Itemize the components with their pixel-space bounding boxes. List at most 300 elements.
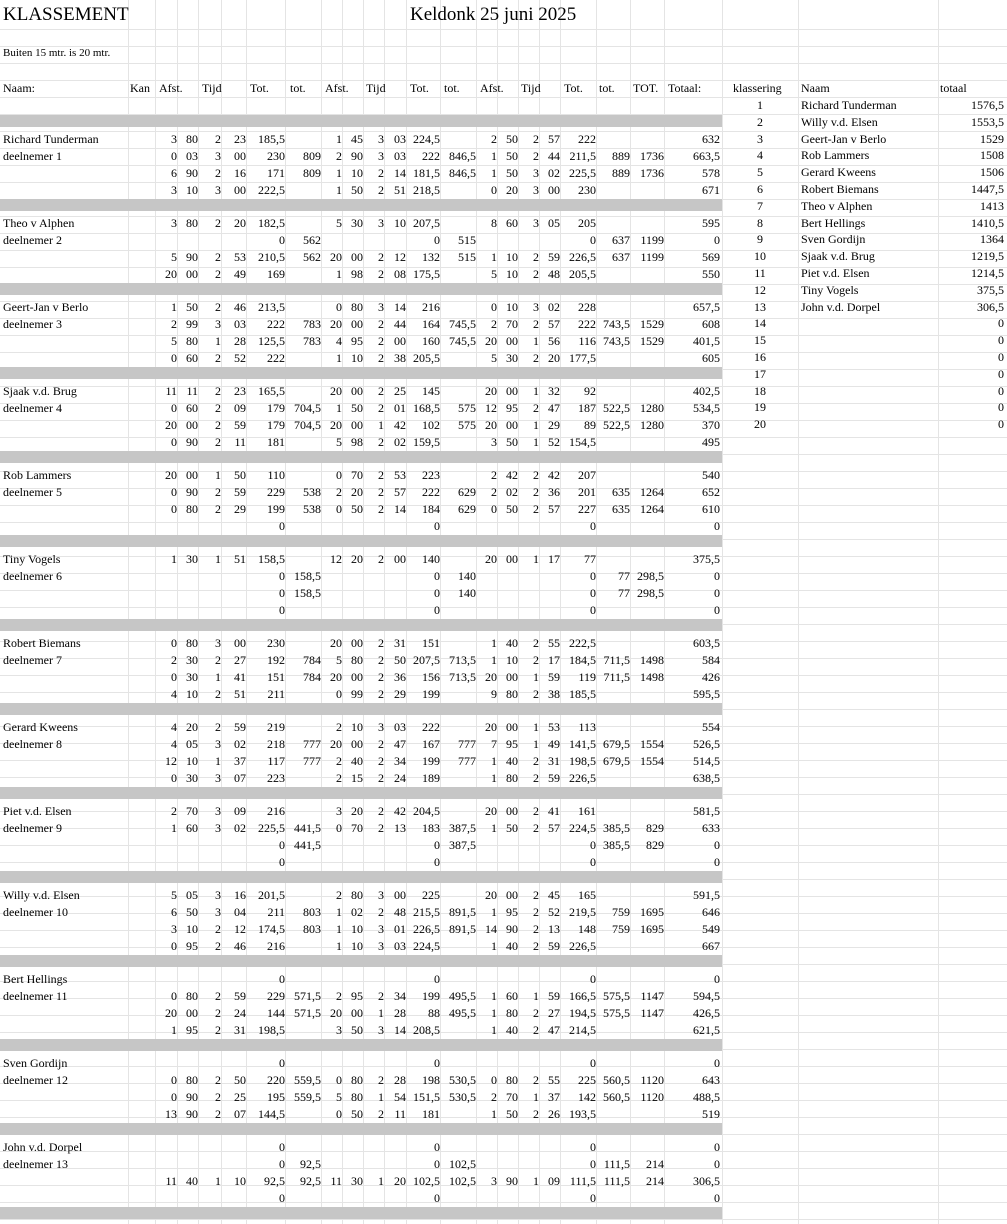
score-cell: 2 — [533, 250, 539, 264]
score-cell: 110 — [267, 468, 285, 482]
score-cell: 70 — [351, 821, 363, 835]
score-cell: 09 — [548, 1174, 560, 1188]
score-cell: 20 — [330, 317, 342, 331]
score-cell: 2 — [378, 552, 384, 566]
score-cell: 1264 — [640, 485, 664, 499]
score-cell: 3 — [215, 183, 221, 197]
score-cell: 90 — [351, 149, 363, 163]
score-cell: 515 — [458, 233, 476, 247]
score-cell: 0 — [491, 1073, 497, 1087]
participant-name: Rob Lammers — [3, 468, 72, 482]
column-header: Afst. — [480, 81, 504, 95]
score-cell: 6 — [171, 905, 177, 919]
score-cell: 581,5 — [693, 804, 720, 818]
score-cell: 27 — [548, 1006, 560, 1020]
score-cell: 0 — [171, 435, 177, 449]
score-cell: 198 — [422, 1073, 440, 1087]
score-cell: 2 — [215, 250, 221, 264]
score-cell: 10 — [186, 922, 198, 936]
ranking-name: Bert Hellings — [801, 215, 866, 230]
score-cell: 00 — [351, 737, 363, 751]
score-cell: 00 — [506, 384, 518, 398]
score-cell: 0 — [434, 603, 440, 617]
score-cell: 90 — [186, 166, 198, 180]
score-cell: 743,5 — [603, 334, 630, 348]
score-cell: 12 — [485, 401, 497, 415]
score-cell: 167 — [422, 737, 440, 751]
score-cell: 2 — [533, 468, 539, 482]
score-cell: 1 — [491, 636, 497, 650]
score-cell: 2 — [378, 804, 384, 818]
score-cell: 154,5 — [569, 435, 596, 449]
column-header: Tot. — [410, 81, 429, 95]
score-cell: 99 — [186, 317, 198, 331]
score-cell: 0 — [336, 687, 342, 701]
score-cell: 1 — [336, 267, 342, 281]
score-cell: 1529 — [640, 334, 664, 348]
score-cell: 550 — [702, 267, 720, 281]
score-cell: 201,5 — [258, 888, 285, 902]
ranking-name: Geert-Jan v Berlo — [801, 131, 887, 146]
score-cell: 222 — [422, 720, 440, 734]
score-cell: 1 — [171, 552, 177, 566]
score-cell: 0 — [434, 838, 440, 852]
score-cell: 20 — [186, 720, 198, 734]
ranking-name: Sjaak v.d. Brug — [801, 249, 875, 264]
score-cell: 07 — [234, 771, 246, 785]
score-cell: 116 — [578, 334, 596, 348]
score-cell: 0 — [279, 838, 285, 852]
participant-name: Geert-Jan v Berlo — [3, 300, 89, 314]
ranking-total: 0 — [998, 366, 1004, 381]
score-cell: 213,5 — [258, 300, 285, 314]
score-cell: 10 — [351, 939, 363, 953]
participant-name: deelnemer 13 — [3, 1157, 68, 1171]
score-cell: 50 — [351, 502, 363, 516]
score-cell: 2 — [336, 485, 342, 499]
score-cell: 51 — [234, 687, 246, 701]
score-cell: 0 — [336, 300, 342, 314]
score-cell: 10 — [186, 754, 198, 768]
score-cell: 20 — [330, 636, 342, 650]
score-cell: 31 — [548, 754, 560, 768]
score-cell: 142 — [578, 1090, 596, 1104]
score-cell: 57 — [548, 821, 560, 835]
score-cell: 141,5 — [569, 737, 596, 751]
score-cell: 80 — [506, 1006, 518, 1020]
score-cell: 1 — [378, 1090, 384, 1104]
score-cell: 2 — [533, 1023, 539, 1037]
score-cell: 2 — [215, 502, 221, 516]
score-cell: 181 — [422, 1107, 440, 1121]
ranking-total: 1447,5 — [971, 182, 1004, 196]
score-cell: 80 — [186, 636, 198, 650]
ranking-total: 1219,5 — [971, 249, 1004, 264]
participant-name: John v.d. Dorpel — [3, 1140, 83, 1154]
score-cell: 637 — [612, 233, 630, 247]
score-cell: 0 — [279, 1191, 285, 1205]
participant-name: deelnemer 10 — [3, 905, 68, 919]
ranking-total: 0 — [998, 350, 1004, 364]
score-cell: 20 — [485, 384, 497, 398]
score-cell: 2 — [491, 132, 497, 146]
column-gridline — [722, 0, 723, 1224]
score-cell: 0 — [590, 569, 596, 583]
score-cell: 0 — [279, 855, 285, 869]
participant-name: deelnemer 5 — [3, 485, 62, 499]
score-cell: 60 — [506, 989, 518, 1003]
score-cell: 228 — [578, 300, 596, 314]
score-cell: 846,5 — [449, 149, 476, 163]
score-cell: 55 — [548, 1073, 560, 1087]
score-cell: 1 — [215, 334, 221, 348]
score-cell: 488,5 — [693, 1090, 720, 1104]
score-cell: 193,5 — [569, 1107, 596, 1121]
score-cell: 20 — [351, 804, 363, 818]
score-cell: 40 — [506, 1023, 518, 1037]
score-cell: 60 — [186, 351, 198, 365]
score-cell: 00 — [506, 720, 518, 734]
column-header: tot. — [599, 81, 615, 95]
score-cell: 2 — [215, 351, 221, 365]
score-cell: 95 — [186, 1023, 198, 1037]
score-cell: 2 — [533, 821, 539, 835]
score-cell: 1 — [336, 905, 342, 919]
score-cell: 20 — [330, 250, 342, 264]
score-cell: 218,5 — [413, 183, 440, 197]
score-cell: 0 — [590, 603, 596, 617]
score-cell: 711,5 — [603, 670, 630, 684]
score-cell: 3 — [215, 771, 221, 785]
score-cell: 02 — [234, 737, 246, 751]
score-cell: 2 — [378, 267, 384, 281]
score-cell: 90 — [506, 922, 518, 936]
score-cell: 0 — [279, 1157, 285, 1171]
score-cell: 20 — [234, 216, 246, 230]
participant-name: Tiny Vogels — [3, 552, 61, 566]
row-gridline — [0, 607, 1007, 608]
score-cell: 595,5 — [693, 687, 720, 701]
score-cell: 00 — [234, 636, 246, 650]
score-cell: 1 — [491, 821, 497, 835]
score-cell: 160 — [422, 334, 440, 348]
score-cell: 578 — [702, 166, 720, 180]
score-cell: 00 — [234, 149, 246, 163]
score-cell: 1 — [491, 653, 497, 667]
score-cell: 51 — [394, 183, 406, 197]
score-cell: 2 — [378, 468, 384, 482]
score-cell: 3 — [336, 804, 342, 818]
score-cell: 1 — [215, 754, 221, 768]
score-cell: 1 — [491, 1107, 497, 1121]
score-cell: 80 — [506, 771, 518, 785]
score-cell: 1280 — [640, 418, 664, 432]
score-cell: 8 — [491, 216, 497, 230]
score-cell: 50 — [186, 300, 198, 314]
score-cell: 1 — [491, 754, 497, 768]
ranking-name: Richard Tunderman — [801, 98, 897, 112]
score-cell: 192 — [267, 653, 285, 667]
group-separator — [0, 1123, 722, 1135]
participant-name: Richard Tunderman — [3, 132, 99, 146]
score-cell: 2 — [533, 401, 539, 415]
score-cell: 603,5 — [693, 636, 720, 650]
score-cell: 5 — [171, 334, 177, 348]
score-cell: 1199 — [640, 250, 664, 264]
score-cell: 519 — [702, 1107, 720, 1121]
score-cell: 1 — [533, 1090, 539, 1104]
score-cell: 80 — [186, 132, 198, 146]
score-cell: 183 — [422, 821, 440, 835]
score-cell: 34 — [394, 754, 406, 768]
score-cell: 1 — [378, 1174, 384, 1188]
score-cell: 03 — [394, 149, 406, 163]
score-cell: 215,5 — [413, 905, 440, 919]
score-cell: 2 — [215, 653, 221, 667]
column-header: Tot. — [250, 81, 269, 95]
score-cell: 214,5 — [569, 1023, 596, 1037]
score-cell: 575,5 — [603, 989, 630, 1003]
score-cell: 31 — [394, 636, 406, 650]
group-separator — [0, 367, 722, 379]
score-cell: 4 — [171, 720, 177, 734]
score-cell: 98 — [351, 435, 363, 449]
ranking-name: Rob Lammers — [801, 148, 870, 163]
score-cell: 00 — [351, 250, 363, 264]
score-cell: 223 — [422, 468, 440, 482]
score-cell: 210,5 — [258, 250, 285, 264]
score-cell: 608 — [702, 317, 720, 331]
column-gridline — [938, 0, 939, 1224]
score-cell: 0 — [434, 233, 440, 247]
score-cell: 00 — [506, 552, 518, 566]
score-cell: 77 — [618, 586, 630, 600]
score-cell: 3 — [215, 804, 221, 818]
score-cell: 14 — [394, 502, 406, 516]
score-cell: 2 — [215, 1090, 221, 1104]
score-cell: 2 — [215, 435, 221, 449]
score-cell: 102,5 — [413, 1174, 440, 1188]
score-cell: 784 — [303, 653, 321, 667]
ranking-name: John v.d. Dorpel — [801, 299, 881, 314]
score-cell: 1 — [533, 384, 539, 398]
score-cell: 70 — [186, 804, 198, 818]
score-cell: 16 — [234, 166, 246, 180]
score-cell: 02 — [548, 166, 560, 180]
ranking-header: totaal — [940, 81, 967, 95]
score-cell: 530,5 — [449, 1073, 476, 1087]
ranking-position: 18 — [754, 383, 766, 398]
score-cell: 2 — [215, 939, 221, 953]
group-separator — [0, 451, 722, 463]
score-cell: 2 — [215, 922, 221, 936]
score-cell: 219,5 — [569, 905, 596, 919]
score-cell: 10 — [186, 183, 198, 197]
score-cell: 151 — [422, 636, 440, 650]
score-cell: 60 — [186, 821, 198, 835]
score-cell: 1264 — [640, 502, 664, 516]
score-cell: 777 — [458, 737, 476, 751]
score-cell: 2 — [378, 250, 384, 264]
score-cell: 77 — [584, 552, 596, 566]
score-cell: 2 — [533, 1006, 539, 1020]
score-cell: 1498 — [640, 670, 664, 684]
score-cell: 784 — [303, 670, 321, 684]
score-cell: 132 — [422, 250, 440, 264]
score-cell: 540 — [702, 468, 720, 482]
score-cell: 57 — [548, 502, 560, 516]
score-cell: 224,5 — [413, 939, 440, 953]
score-cell: 679,5 — [603, 737, 630, 751]
score-cell: 216 — [422, 300, 440, 314]
score-cell: 20 — [165, 1006, 177, 1020]
score-cell: 181,5 — [413, 166, 440, 180]
row-gridline — [0, 981, 1007, 982]
score-cell: 495,5 — [449, 1006, 476, 1020]
score-cell: 161 — [578, 804, 596, 818]
score-cell: 57 — [548, 132, 560, 146]
score-cell: 199 — [422, 989, 440, 1003]
score-cell: 88 — [428, 1006, 440, 1020]
score-cell: 50 — [351, 1107, 363, 1121]
score-cell: 1 — [215, 552, 221, 566]
score-cell: 2 — [533, 687, 539, 701]
group-separator — [0, 787, 722, 799]
score-cell: 495 — [702, 435, 720, 449]
score-cell: 226,5 — [569, 939, 596, 953]
score-cell: 0 — [171, 401, 177, 415]
ranking-name: Sven Gordijn — [801, 232, 866, 247]
score-cell: 2 — [215, 1073, 221, 1087]
score-cell: 3 — [378, 216, 384, 230]
score-cell: 144 — [267, 1006, 285, 1020]
score-cell: 50 — [506, 502, 518, 516]
score-cell: 2 — [491, 468, 497, 482]
score-cell: 2 — [378, 351, 384, 365]
score-cell: 223 — [267, 771, 285, 785]
score-cell: 00 — [351, 1006, 363, 1020]
score-cell: 560,5 — [603, 1090, 630, 1104]
score-cell: 3 — [171, 183, 177, 197]
score-cell: 95 — [351, 989, 363, 1003]
score-cell: 214 — [646, 1157, 664, 1171]
score-cell: 667 — [702, 939, 720, 953]
score-cell: 2 — [378, 317, 384, 331]
participant-name: Sjaak v.d. Brug — [3, 384, 77, 398]
score-cell: 00 — [351, 418, 363, 432]
score-cell: 00 — [506, 418, 518, 432]
score-cell: 03 — [186, 149, 198, 163]
score-cell: 90 — [186, 1090, 198, 1104]
score-cell: 0 — [171, 939, 177, 953]
sheet-title: KLASSEMENT — [3, 4, 129, 25]
score-cell: 218 — [267, 737, 285, 751]
score-cell: 77 — [618, 569, 630, 583]
score-cell: 2 — [215, 485, 221, 499]
score-cell: 03 — [394, 720, 406, 734]
score-cell: 713,5 — [449, 653, 476, 667]
score-cell: 1 — [171, 821, 177, 835]
participant-name: deelnemer 7 — [3, 653, 62, 667]
ranking-total: 0 — [998, 316, 1004, 331]
ranking-position: 15 — [754, 333, 766, 348]
score-cell: 11 — [394, 1107, 406, 1121]
score-cell: 49 — [234, 267, 246, 281]
score-cell: 00 — [186, 468, 198, 482]
score-cell: 230 — [267, 149, 285, 163]
score-cell: 211 — [267, 687, 285, 701]
score-cell: 90 — [186, 250, 198, 264]
score-cell: 2 — [533, 939, 539, 953]
score-cell: 52 — [234, 351, 246, 365]
score-cell: 759 — [612, 922, 630, 936]
score-cell: 571,5 — [294, 1006, 321, 1020]
score-cell: 205 — [578, 216, 596, 230]
score-cell: 1 — [491, 939, 497, 953]
score-cell: 194,5 — [569, 1006, 596, 1020]
score-cell: 2 — [533, 1073, 539, 1087]
score-cell: 199 — [267, 502, 285, 516]
score-cell: 10 — [506, 300, 518, 314]
score-cell: 1695 — [640, 905, 664, 919]
score-cell: 829 — [646, 821, 664, 835]
score-cell: 1 — [336, 132, 342, 146]
score-cell: 1 — [378, 418, 384, 432]
ranking-total: 1364 — [980, 232, 1004, 247]
score-cell: 198,5 — [258, 1023, 285, 1037]
score-cell: 02 — [234, 821, 246, 835]
score-cell: 148 — [578, 922, 596, 936]
column-header: Tijd — [521, 81, 541, 95]
ranking-total: 306,5 — [977, 299, 1004, 314]
score-cell: 57 — [394, 485, 406, 499]
score-cell: 95 — [506, 737, 518, 751]
score-cell: 1 — [491, 166, 497, 180]
score-cell: 227 — [578, 502, 596, 516]
score-cell: 629 — [458, 485, 476, 499]
score-cell: 298,5 — [637, 586, 664, 600]
row-gridline — [0, 590, 1007, 591]
score-cell: 10 — [506, 653, 518, 667]
score-cell: 80 — [351, 888, 363, 902]
score-cell: 140 — [458, 569, 476, 583]
score-cell: 522,5 — [603, 401, 630, 415]
row-gridline — [0, 1219, 1007, 1220]
score-cell: 713,5 — [449, 670, 476, 684]
score-cell: 00 — [548, 183, 560, 197]
score-cell: 222,5 — [258, 183, 285, 197]
score-cell: 46 — [234, 300, 246, 314]
score-cell: 50 — [506, 149, 518, 163]
score-cell: 2 — [378, 485, 384, 499]
score-cell: 1 — [491, 905, 497, 919]
score-cell: 216 — [267, 804, 285, 818]
score-cell: 3 — [378, 132, 384, 146]
score-cell: 199 — [422, 687, 440, 701]
ranking-position: 16 — [754, 350, 766, 364]
row-gridline — [0, 63, 1007, 64]
score-cell: 226,5 — [569, 771, 596, 785]
score-cell: 90 — [506, 1174, 518, 1188]
score-cell: 10 — [234, 1174, 246, 1188]
score-cell: 226,5 — [413, 922, 440, 936]
score-cell: 08 — [394, 267, 406, 281]
score-cell: 09 — [234, 401, 246, 415]
score-cell: 90 — [186, 435, 198, 449]
score-cell: 0 — [336, 821, 342, 835]
score-cell: 6 — [171, 166, 177, 180]
score-cell: 0 — [434, 519, 440, 533]
